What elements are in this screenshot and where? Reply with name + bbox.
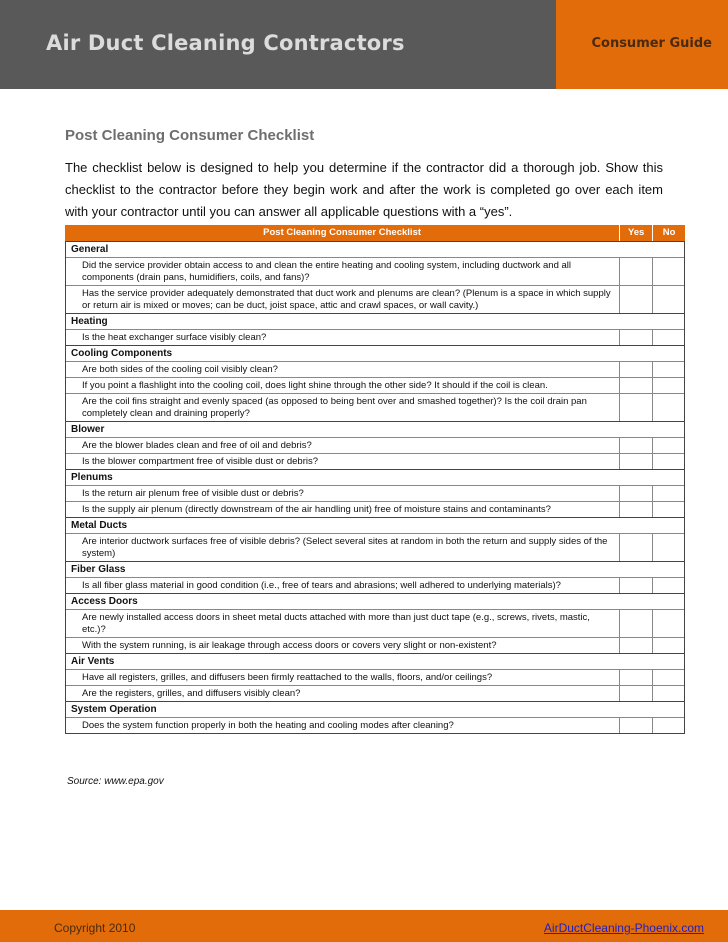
checklist-question: Are newly installed access doors in sheet metal ducts attached with more than just duct tape (e.g., screws, rivets, mastic, etc.)? (66, 610, 620, 637)
table-row (66, 437, 684, 453)
category-heading: Fiber Glass (66, 561, 684, 577)
checklist-question: Are interior ductwork surfaces free of visible debris? (Select several sites at random in both the return and supply sides of the system) (66, 534, 620, 561)
header-accent-bar (556, 0, 728, 89)
table-row (66, 285, 684, 313)
checklist-question: Is the supply air plenum (directly downstream of the air handling unit) free of moisture stains and contaminants? (66, 502, 620, 517)
table-row (66, 257, 684, 285)
category-heading: System Operation (66, 701, 684, 717)
table-header-no: No (652, 225, 685, 241)
checklist-question: Are the coil fins straight and evenly spaced (as opposed to being bent over and smashed together)? Is the coil drain pan completely clean and draining properly? (66, 394, 620, 421)
yes-checkbox-cell[interactable] (620, 610, 653, 637)
checklist-question: Are the registers, grilles, and diffusers visibly clean? (66, 686, 620, 701)
table-row (66, 453, 684, 469)
no-checkbox-cell[interactable] (653, 286, 684, 313)
intro-paragraph: The checklist below is designed to help you determine if the contractor did a thorough job. Show this checklist to the contractor before they begin work and after the work is completed go over each item with your contractor until you can answer all applicable questions with a “yes”. (65, 160, 663, 219)
no-checkbox-cell[interactable] (653, 534, 684, 561)
table-header-title: Post Cleaning Consumer Checklist (263, 227, 422, 238)
checklist-question: Does the system function properly in both the heating and cooling modes after cleaning? (66, 718, 620, 733)
category-heading: Metal Ducts (66, 517, 684, 533)
checklist-question: Are the blower blades clean and free of oil and debris? (66, 438, 620, 453)
no-checkbox-cell[interactable] (653, 362, 684, 377)
category-heading: Blower (66, 421, 684, 437)
table-row (66, 609, 684, 637)
checklist-table-body (65, 241, 685, 734)
section-title: Post Cleaning Consumer Checklist (65, 127, 315, 144)
table-row (66, 577, 684, 593)
category-heading: General (66, 241, 684, 257)
yes-checkbox-cell[interactable] (620, 454, 653, 469)
checklist-question: Have all registers, grilles, and diffusers been firmly reattached to the walls, floors, and/or ceilings? (66, 670, 620, 685)
checklist-question: Has the service provider adequately demonstrated that duct work and plenums are clean? (Plenum is a space in which supply or return air is mixed or moves; can be duct, joist space, attic and crawl spaces, or wall cavity.) (66, 286, 620, 313)
footer-copyright: Copyright 2010 (54, 921, 136, 935)
table-row (66, 669, 684, 685)
footer-website-link[interactable]: AirDuctCleaning-Phoenix.com (543, 921, 704, 935)
header-guide-label: Consumer Guide (591, 35, 712, 51)
no-checkbox-cell[interactable] (653, 718, 684, 733)
no-checkbox-cell[interactable] (653, 638, 684, 653)
yes-checkbox-cell[interactable] (620, 718, 653, 733)
table-row (66, 685, 684, 701)
no-checkbox-cell[interactable] (653, 610, 684, 637)
table-row (66, 377, 684, 393)
no-checkbox-cell[interactable] (653, 394, 684, 421)
category-heading: Plenums (66, 469, 684, 485)
table-header-yes: Yes (619, 225, 652, 241)
no-checkbox-cell[interactable] (653, 578, 684, 593)
yes-checkbox-cell[interactable] (620, 670, 653, 685)
checklist-question: Is the return air plenum free of visible dust or debris? (66, 486, 620, 501)
page-footer (0, 910, 728, 942)
no-checkbox-cell[interactable] (653, 258, 684, 285)
table-row (66, 361, 684, 377)
yes-checkbox-cell[interactable] (620, 578, 653, 593)
category-heading: Access Doors (66, 593, 684, 609)
checklist-table (65, 225, 685, 734)
checklist-question: Are both sides of the cooling coil visibly clean? (66, 362, 620, 377)
yes-checkbox-cell[interactable] (620, 438, 653, 453)
yes-checkbox-cell[interactable] (620, 502, 653, 517)
table-row (66, 637, 684, 653)
yes-checkbox-cell[interactable] (620, 486, 653, 501)
no-checkbox-cell[interactable] (653, 438, 684, 453)
yes-checkbox-cell[interactable] (620, 378, 653, 393)
category-heading: Heating (66, 313, 684, 329)
checklist-question: Is all fiber glass material in good condition (i.e., free of tears and abrasions; well adhered to underlying materials)? (66, 578, 620, 593)
table-row (66, 533, 684, 561)
yes-checkbox-cell[interactable] (620, 362, 653, 377)
header-title-bar (0, 0, 556, 89)
checklist-question: Did the service provider obtain access to and clean the entire heating and cooling system, including ductwork and all components (drain pans, humidifiers, coils, and fans)? (66, 258, 620, 285)
category-heading: Air Vents (66, 653, 684, 669)
yes-checkbox-cell[interactable] (620, 286, 653, 313)
checklist-question: Is the blower compartment free of visible dust or debris? (66, 454, 620, 469)
table-row (66, 717, 684, 733)
header-title: Air Duct Cleaning Contractors (46, 31, 405, 55)
checklist-question: If you point a flashlight into the cooling coil, does light shine through the other side? It should if the coil is clean. (66, 378, 620, 393)
yes-checkbox-cell[interactable] (620, 330, 653, 345)
page-header (0, 0, 728, 89)
source-note: Source: www.epa.gov (67, 776, 164, 787)
no-checkbox-cell[interactable] (653, 454, 684, 469)
no-checkbox-cell[interactable] (653, 502, 684, 517)
yes-checkbox-cell[interactable] (620, 686, 653, 701)
no-checkbox-cell[interactable] (653, 670, 684, 685)
no-checkbox-cell[interactable] (653, 330, 684, 345)
checklist-table-header (65, 225, 685, 241)
no-checkbox-cell[interactable] (653, 486, 684, 501)
yes-checkbox-cell[interactable] (620, 534, 653, 561)
no-checkbox-cell[interactable] (653, 686, 684, 701)
yes-checkbox-cell[interactable] (620, 258, 653, 285)
category-heading: Cooling Components (66, 345, 684, 361)
table-row (66, 485, 684, 501)
table-row (66, 329, 684, 345)
yes-checkbox-cell[interactable] (620, 638, 653, 653)
checklist-question: With the system running, is air leakage through access doors or covers very slight or non-existent? (66, 638, 620, 653)
table-row (66, 501, 684, 517)
yes-checkbox-cell[interactable] (620, 394, 653, 421)
checklist-question: Is the heat exchanger surface visibly clean? (66, 330, 620, 345)
no-checkbox-cell[interactable] (653, 378, 684, 393)
table-row (66, 393, 684, 421)
